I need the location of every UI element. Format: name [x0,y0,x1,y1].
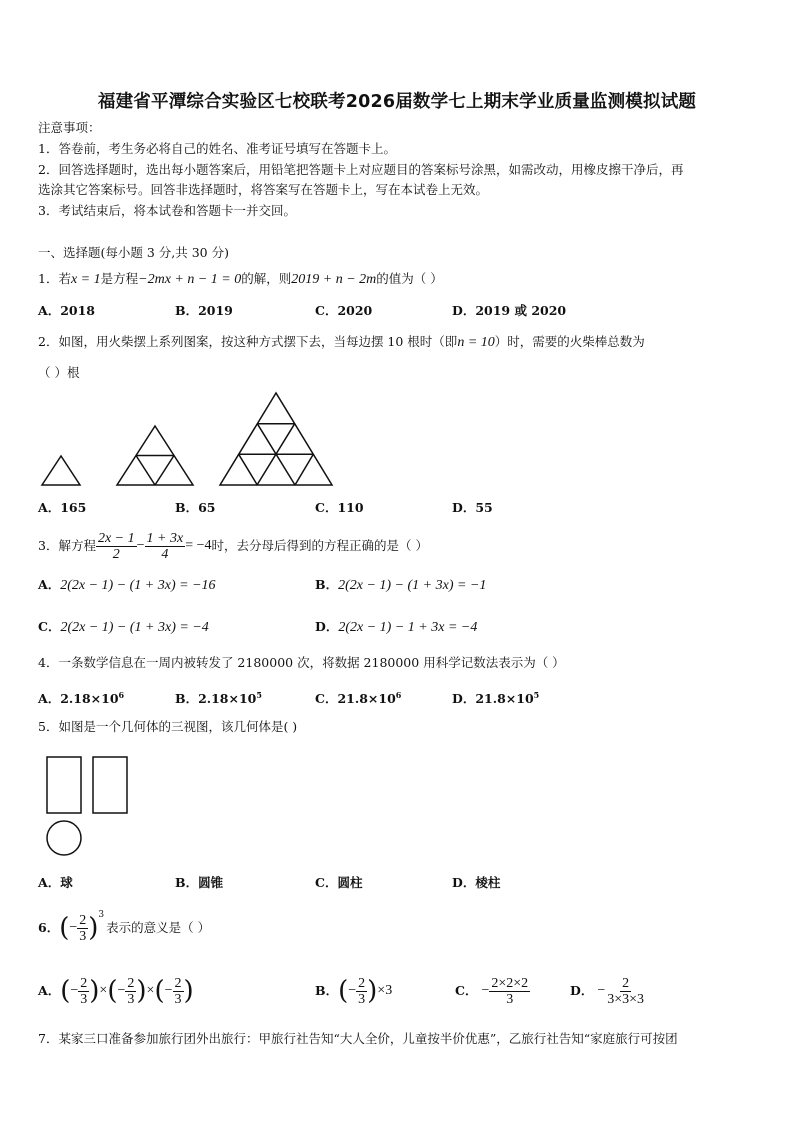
question-2-stem: 2．如图，用火柴摆上系列图案，按这种方式摆下去，当每边摆 10 根时（即n = 10）时，需要的火柴棒总数为 [38,334,645,350]
q4-option-b: B．$2.18\times 10^5$ [175,690,262,707]
q3-fraction-1: $\frac{2x - 1}{2}$ [97,530,135,562]
q2-option-c: C．110 [315,500,364,515]
q3-option-b: B．2(2x − 1) − (1 + 3x) = −1 [315,577,487,593]
q6-option-a: A． ( − $\frac{2}{3}$ ) × ( − $\frac{2}{3}$ ) × ( − $\frac{2}{3}$ ) [38,975,194,1007]
side-view-rect [93,757,127,813]
top-view-circle [47,821,81,855]
notice-item-3: 3．考试结束后，将本试卷和答题卡一并交回。 [38,203,296,218]
q4-option-d: D．$21.8\times 10^5$ [452,690,540,707]
q5-option-a: A．球 [38,875,73,890]
q5-option-d: D．棱柱 [452,875,501,890]
q6-option-d: D． − $\frac{2}{3\times 3\times 3}$ [570,975,645,1007]
q1-option-d: D．2019 或 2020 [452,303,567,318]
q1-equation: −2mx + n − 1 = 0 [138,272,242,287]
q4-option-c: C．$21.8\times 10^6$ [315,690,402,707]
front-view-rect [47,757,81,813]
question-2-stem-cont: （ ）根 [38,365,80,380]
question-4-stem: 4．一条数学信息在一周内被转发了 2180000 次，将数据 2180000 用科学记数法表示为（ ） [38,655,565,670]
question-5-stem: 5．如图是一个几何体的三视图，该几何体是( ) [38,719,298,734]
question-6-stem: 6． ( − $\frac{2}{3}$ ) $^3$ 表示的意义是（ ） [38,910,211,944]
q1-option-a: A．2018 [38,303,95,318]
question-3-stem: 3．解方程 $\frac{2x - 1}{2}$ − $\frac{1 + 3x}{4}$ = −4 时，去分母后得到的方程正确的是（ ） [38,530,428,562]
notice-item-1: 1．答卷前，考生务必将自己的姓名、准考证号填写在答题卡上。 [38,141,396,156]
q2-option-d: D．55 [452,500,493,515]
q3-option-d: D．2(2x − 1) − 1 + 3x = −4 [315,619,478,635]
q1-option-b: B．2019 [175,303,233,318]
question-1-stem: 1．若x = 1是方程−2mx + n − 1 = 0的解，则2019 + n − 2m的值为（ ） [38,271,443,287]
q1-option-c: C．2020 [315,303,373,318]
page-title: 福建省平潭综合实验区七校联考2026届数学七上期末学业质量监测模拟试题 [97,92,697,112]
q5-option-c: C．圆柱 [315,875,363,890]
q5-option-b: B．圆锥 [175,875,224,890]
notice-item-2-cont: 选涂其它答案标号。回答非选择题时，将答案写在答题卡上，写在本试卷上无效。 [38,182,489,197]
q2-option-b: B．65 [175,500,216,515]
q4-option-a: A．$2.18\times 10^6$ [38,690,125,707]
notice-heading: 注意事项： [38,120,101,135]
q3-option-c: C．2(2x − 1) − (1 + 3x) = −4 [38,619,209,635]
q3-fraction-2: $\frac{1 + 3x}{4}$ [146,530,184,562]
q6-option-c: C． − $\frac{2\times 2\times 2}{3}$ [455,975,529,1007]
q3-option-a: A．2(2x − 1) − (1 + 3x) = −16 [38,577,216,593]
section-heading: 一、选择题(每小题 3 分,共 30 分) [38,245,229,260]
q2-option-a: A．165 [38,500,87,515]
question-7-stem: 7．某家三口准备参加旅行团外出旅行：甲旅行社告知“大人全价，儿童按半价优惠”，乙旅行社告知“家庭旅行可按团 [38,1031,678,1046]
q1-expr-x: x = 1 [70,272,101,287]
q1-expression: 2019 + n − 2m [291,272,377,287]
notice-item-2: 2．回答选择题时，选出每小题答案后，用铅笔把答题卡上对应题目的答案标号涂黑，如需改动，用橡皮擦干净后，再 [38,162,684,177]
q6-option-b: B． ( − $\frac{2}{3}$ ) ×3 [315,975,393,1007]
